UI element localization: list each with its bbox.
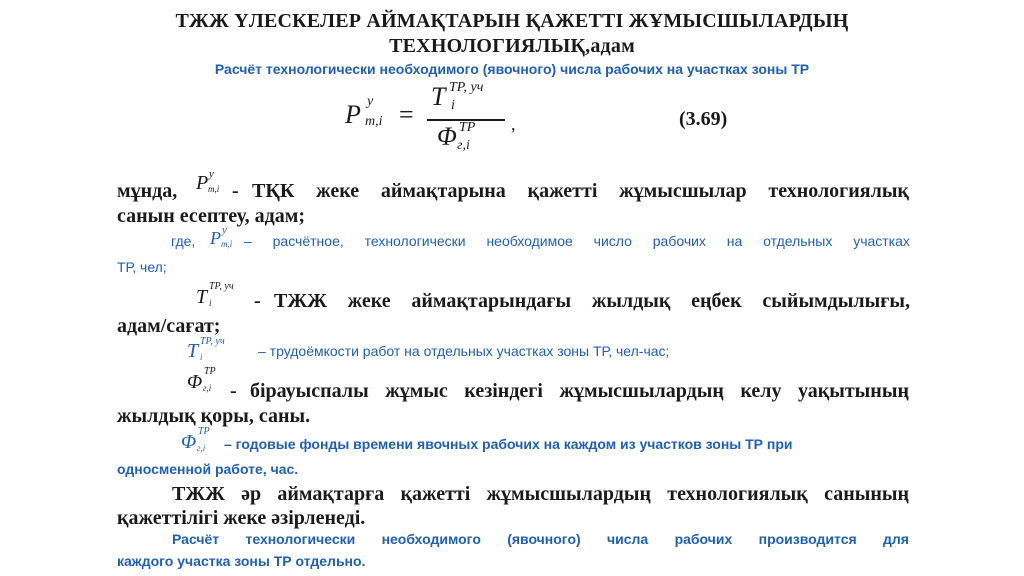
symbol-phi-tp-g-i: Φ TP г,i xyxy=(187,366,216,393)
def1-word: технологиялық xyxy=(768,180,909,202)
subtitle-russian: Расчёт технологически необходимого (явочного) числа рабочих на участках зоны ТР xyxy=(214,61,810,77)
def3-ru-line2: односменной работе, час. xyxy=(117,461,299,477)
formula-number: (3.69) xyxy=(679,108,728,130)
closing-ru-word: для xyxy=(883,531,909,547)
formula-lhs-base: P xyxy=(345,100,361,129)
closing-ru-word: Расчёт xyxy=(172,531,220,547)
formula-numerator-base: T xyxy=(431,82,446,111)
closing-kk-word: санының xyxy=(824,483,909,505)
def1-ru-word: технологически xyxy=(364,233,466,249)
def3-line1 xyxy=(250,380,909,403)
def2-word: еңбек xyxy=(691,290,742,312)
def1-dash: - xyxy=(232,180,239,202)
closing-ru-word: производится xyxy=(758,531,857,547)
closing-kk-word: аймақтарға xyxy=(277,483,385,505)
def1-ru-prefix: где, xyxy=(171,233,196,249)
def1-line2: санын есептеу, адам; xyxy=(117,205,306,227)
symbol-p-y-m-i-ru: P y m,i xyxy=(210,224,233,249)
def3-word: жұмыс xyxy=(385,380,448,402)
def2-line2: адам/сағат; xyxy=(117,315,221,337)
closing-ru-word: технологически xyxy=(245,531,356,547)
formula-numerator-sup: TP, уч xyxy=(449,80,484,95)
formula-denominator-base: Φ xyxy=(437,122,457,151)
symbol-phi-tp-g-i-ru: Φ TP г,i xyxy=(181,426,210,453)
def2-line1 xyxy=(274,290,910,313)
formula-equals: = xyxy=(399,100,414,129)
symbol-t-tp-uch-ru: T TP, уч i xyxy=(187,336,225,362)
formula-3-69 xyxy=(345,80,885,160)
closing-ru-line2: каждого участка зоны ТР отдельно. xyxy=(117,553,366,569)
def1-prefix: мұнда, xyxy=(117,180,178,202)
def1-word: жұмысшылар xyxy=(619,180,747,202)
def2-word: аймақтарындағы xyxy=(411,290,572,312)
closing-kk-word: әр xyxy=(241,483,262,505)
def1-ru-word: необходимое xyxy=(486,233,573,249)
def3-word: кезіндегі xyxy=(464,380,543,402)
def1-ru-word: отдельных xyxy=(763,233,833,249)
def2-word: ТЖЖ xyxy=(274,290,327,312)
def1-ru-line2: ТР, чел; xyxy=(117,259,167,275)
def3-ru-line1: – годовые фонды времени явочных рабочих на каждом из участков зоны ТР при xyxy=(224,436,793,452)
def1-line1 xyxy=(252,180,909,203)
closing-kk-word: жұмысшылардың xyxy=(486,483,651,505)
def1-word: жеке xyxy=(316,180,360,202)
def3-dash: - xyxy=(230,380,237,402)
closing-kk-line2: қажеттілігі жеке әзірленеді. xyxy=(117,507,366,529)
closing-ru-word: числа xyxy=(607,531,649,547)
symbol-p-y-m-i: P y m,i xyxy=(196,168,220,194)
title-line-2: ТЕХНОЛОГИЯЛЫҚ,адам xyxy=(389,35,635,57)
def1-ru-word: расчётное, xyxy=(272,233,344,249)
def2-word: жылдық xyxy=(591,290,671,312)
formula-comma: , xyxy=(511,114,516,134)
def3-word: бірауыспалы xyxy=(250,380,369,402)
def2-ru: – трудоёмкости работ на отдельных участках зоны ТР, чел-час; xyxy=(258,343,670,359)
formula-lhs-sub: m,i xyxy=(365,114,383,129)
closing-kk-word: ТЖЖ xyxy=(172,483,225,505)
def1-ru-line1 xyxy=(244,233,910,249)
def3-line2: жылдық қоры, саны. xyxy=(117,405,311,427)
formula-lhs-sup: y xyxy=(367,94,374,109)
def3-word: келу xyxy=(740,380,782,402)
closing-kk-word: технологиялық xyxy=(667,483,808,505)
def1-ru-word: число xyxy=(593,233,632,249)
def2-word: сыйымдылығы, xyxy=(762,290,910,312)
def1-ru-word: на xyxy=(726,233,743,249)
def1-ru-word: рабочих xyxy=(652,233,706,249)
def3-word: уақытының xyxy=(797,380,909,402)
def2-word: жеке xyxy=(347,290,391,312)
def3-word: жұмысшылардың xyxy=(559,380,724,402)
def1-ru-word: – xyxy=(244,233,252,249)
symbol-t-tp-uch: T TP, уч i xyxy=(196,281,234,308)
formula-numerator-sub: i xyxy=(451,98,455,113)
formula-denominator-sup: TP xyxy=(459,120,476,135)
def1-word: аймақтарына xyxy=(380,180,506,202)
closing-kk-word: қажетті xyxy=(400,483,471,505)
def2-dash: - xyxy=(254,290,261,312)
closing-ru-word: рабочих xyxy=(674,531,733,547)
closing-ru-word: необходимого xyxy=(381,531,481,547)
closing-ru-word: (явочного) xyxy=(507,531,581,547)
closing-ru-line1 xyxy=(172,531,909,547)
title-line-1: ТЖЖ ҮЛЕСКЕЛЕР АЙМАҚТАРЫН ҚАЖЕТТІ ЖҰМЫСШЫЛАРДЫҢ xyxy=(175,10,849,32)
def1-word: қажетті xyxy=(527,180,598,202)
formula-denominator-sub: г,i xyxy=(457,138,470,153)
closing-kk-line1 xyxy=(172,483,909,506)
def1-ru-word: участках xyxy=(853,233,910,249)
def1-word: ТҚК xyxy=(252,180,295,202)
